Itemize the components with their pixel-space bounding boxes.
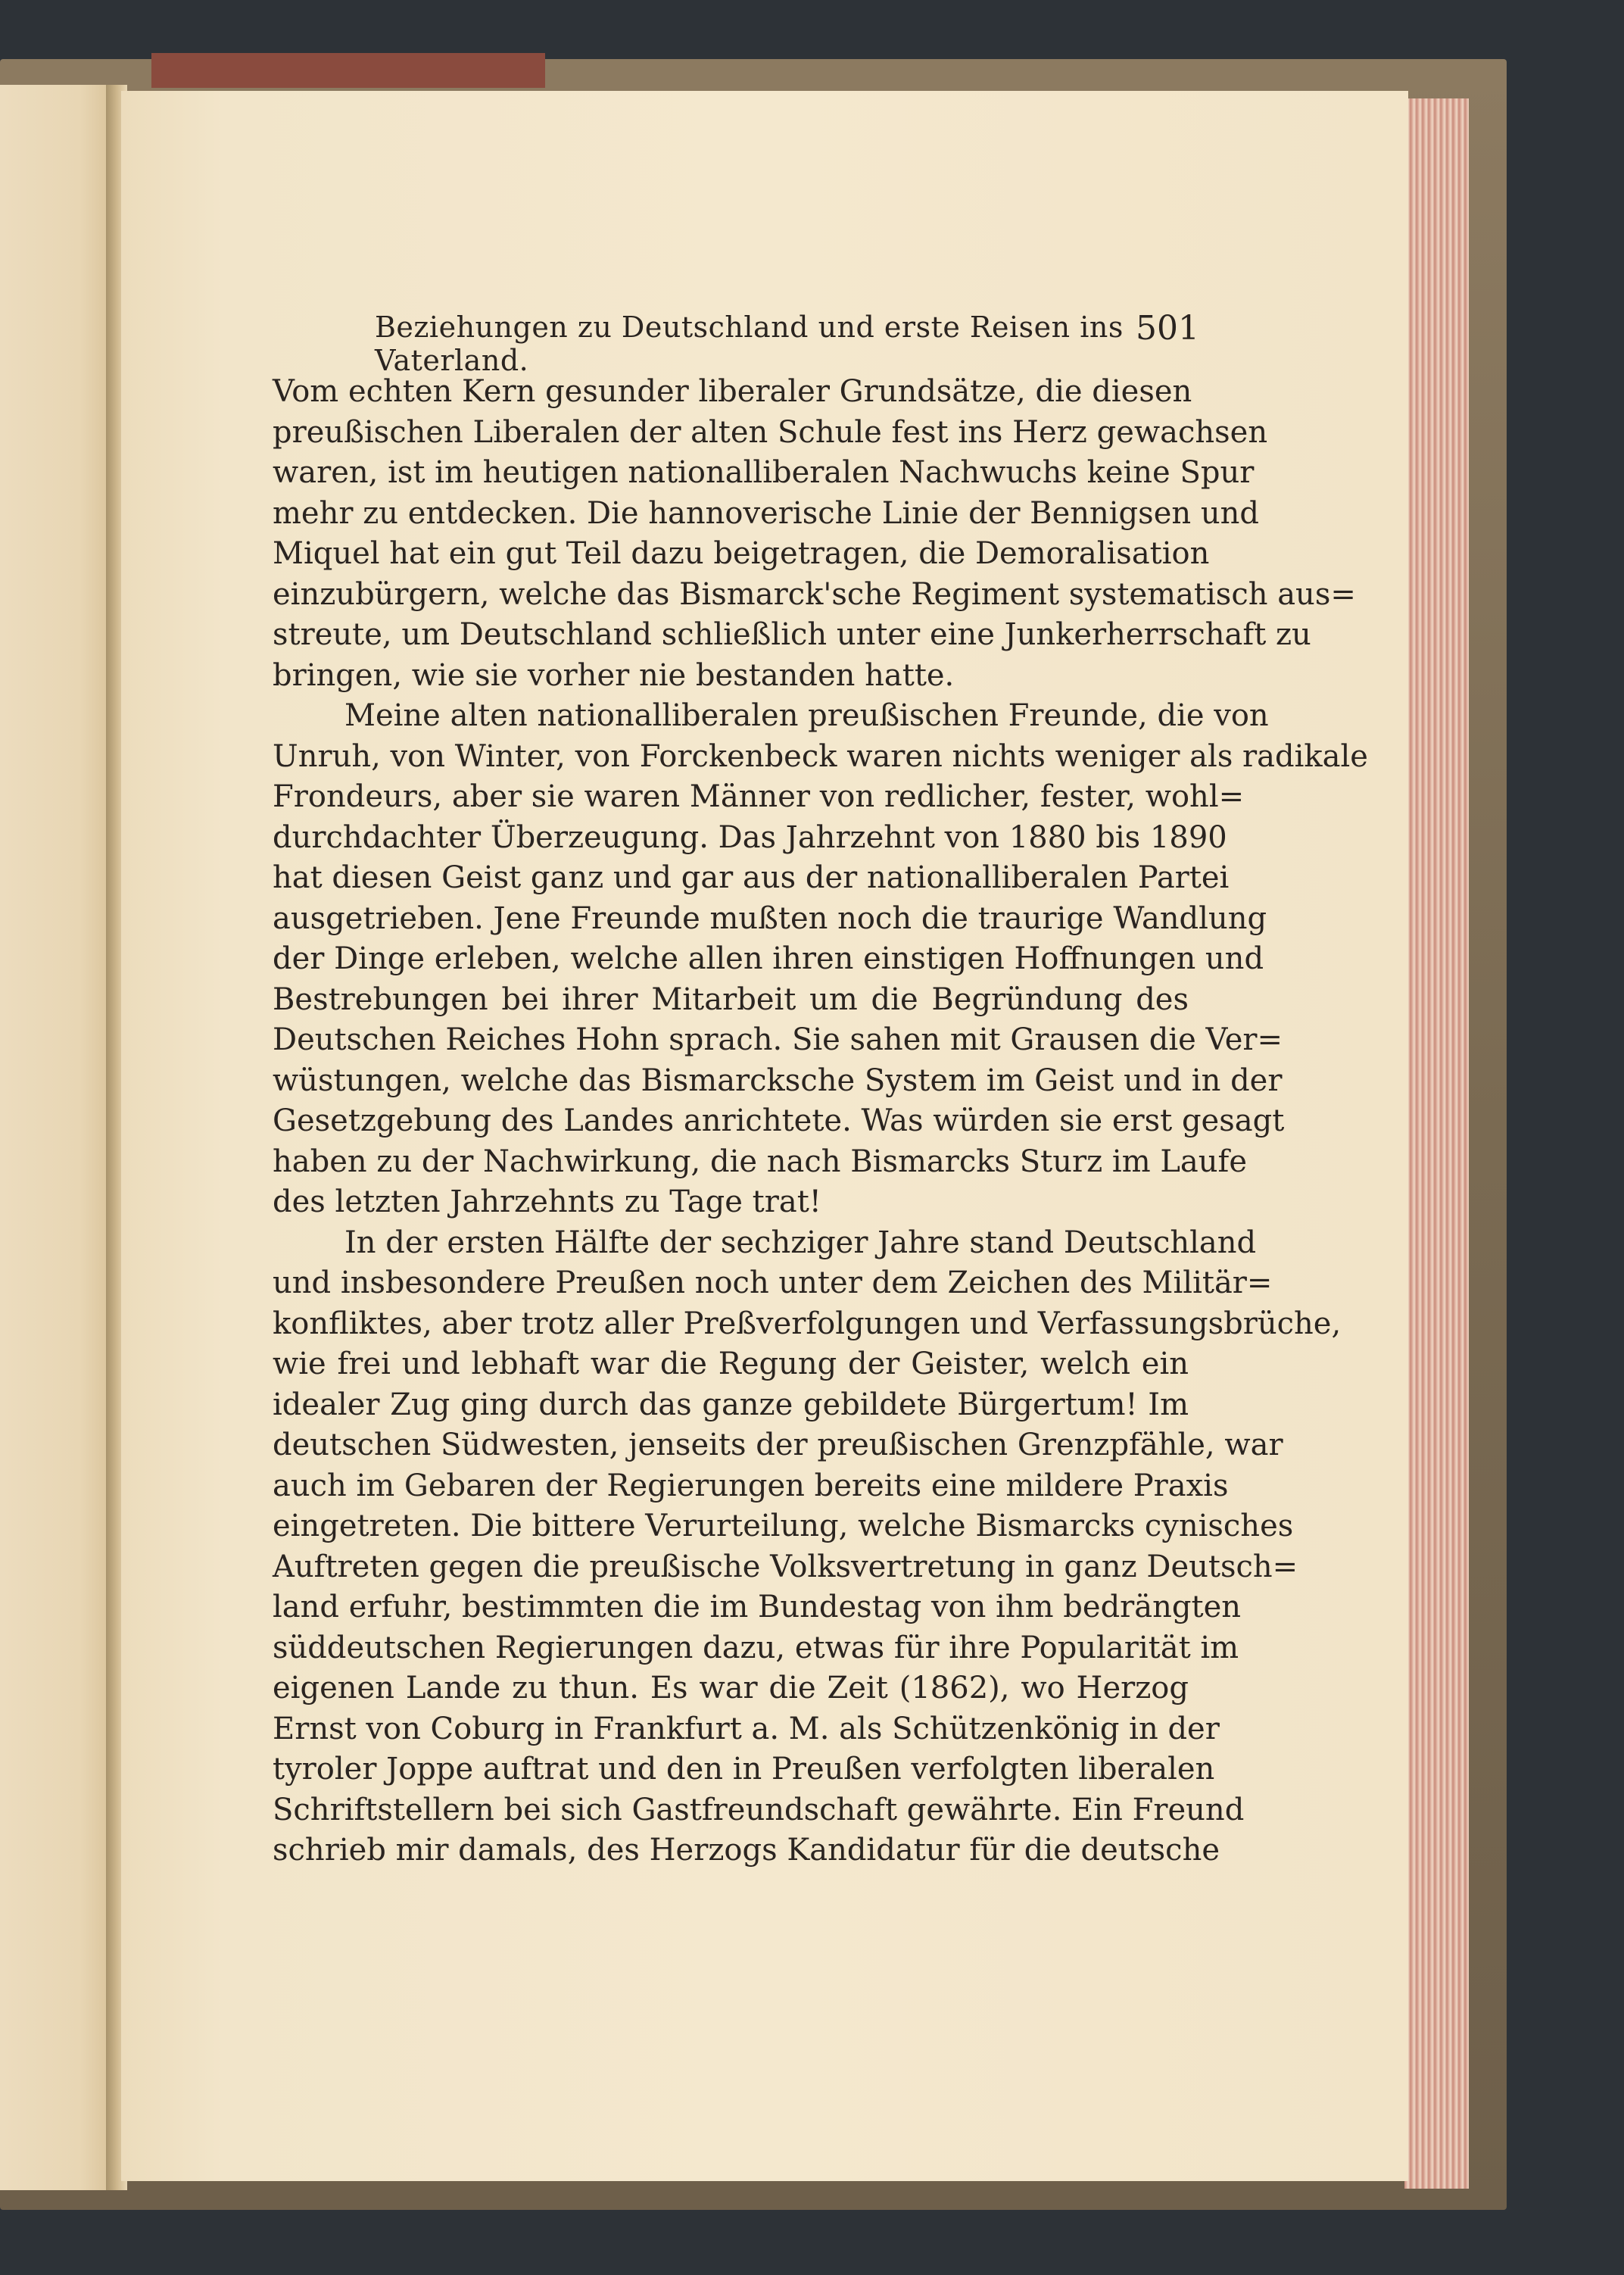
text-line: idealer Zug ging durch das ganze gebildete Bürgertum! Im xyxy=(273,1387,1189,1422)
text-line: wüstungen, welche das Bismarcksche System im Geist und in der xyxy=(273,1063,1283,1098)
page-edges xyxy=(1404,98,1469,2189)
text-line: der Dinge erleben, welche allen ihren einstigen Hoffnungen und xyxy=(273,941,1264,976)
text-line: eigenen Lande zu thun. Es war die Zeit (1862), wo Herzog xyxy=(273,1671,1189,1705)
text-line: wie frei und lebhaft war die Regung der Geister, welch ein xyxy=(273,1347,1189,1381)
text-line: streute, um Deutschland schließlich unter eine Junkerherrschaft zu xyxy=(273,617,1311,652)
body-text xyxy=(273,372,1368,1871)
text-line: waren, ist im heutigen nationalliberalen Nachwuchs keine Spur xyxy=(273,455,1255,490)
text-line: süddeutschen Regierungen dazu, etwas für ihre Popularität im xyxy=(273,1630,1239,1665)
text-line: ausgetrieben. Jene Freunde mußten noch die traurige Wandlung xyxy=(273,900,1267,936)
text-line: Unruh, von Winter, von Forckenbeck waren nichts weniger als radikale xyxy=(273,738,1368,774)
text-line: In der ersten Hälfte der sechziger Jahre stand Deutschland xyxy=(344,1225,1257,1260)
text-line: hat diesen Geist ganz und gar aus der nationalliberalen Partei xyxy=(273,860,1230,895)
cover-spine-band xyxy=(151,53,545,88)
text-line: Deutschen Reiches Hohn sprach. Sie sahen mit Grausen die Ver= xyxy=(273,1022,1283,1057)
text-line: schrieb mir damals, des Herzogs Kandidatur für die deutsche xyxy=(273,1833,1220,1868)
text-line: durchdachter Überzeugung. Das Jahrzehnt von 1880 bis 1890 xyxy=(273,819,1227,855)
text-line: einzubürgern, welche das Bismarck'sche Regiment systematisch aus= xyxy=(273,576,1356,612)
text-line: eingetreten. Die bittere Verurteilung, welche Bismarcks cynisches xyxy=(273,1509,1294,1543)
running-head: Beziehungen zu Deutschland und erste Reisen ins Vaterland. xyxy=(375,311,1124,377)
text-line: mehr zu entdecken. Die hannoverische Linie der Bennigsen und xyxy=(273,495,1259,531)
left-page xyxy=(0,85,114,2190)
text-line: Auftreten gegen die preußische Volksvertretung in ganz Deutsch= xyxy=(273,1549,1298,1584)
text-line: auch im Gebaren der Regierungen bereits eine mildere Praxis xyxy=(273,1468,1229,1503)
text-line: und insbesondere Preußen noch unter dem Zeichen des Militär= xyxy=(273,1265,1273,1300)
text-line: deutschen Südwesten, jenseits der preußischen Grenzpfähle, war xyxy=(273,1428,1283,1462)
text-line: Bestrebungen bei ihrer Mitarbeit um die Begründung des xyxy=(273,981,1189,1017)
text-line: bringen, wie sie vorher nie bestanden hatte. xyxy=(273,657,955,693)
text-line: Miquel hat ein gut Teil dazu beigetragen, die Demoralisation xyxy=(273,536,1210,571)
text-line: haben zu der Nachwirkung, die nach Bismarcks Sturz im Laufe xyxy=(273,1144,1247,1179)
page-number: 501 xyxy=(1136,309,1199,348)
text-line: des letzten Jahrzehnts zu Tage trat! xyxy=(273,1184,821,1219)
text-line: Ernst von Coburg in Frankfurt a. M. als Schützenkönig in der xyxy=(273,1711,1220,1746)
text-line: Vom echten Kern gesunder liberaler Grundsätze, die diesen xyxy=(273,374,1192,409)
text-line: Schriftstellern bei sich Gastfreundschaft gewährte. Ein Freund xyxy=(273,1792,1245,1827)
text-line: land erfuhr, bestimmten die im Bundestag von ihm bedrängten xyxy=(273,1590,1242,1624)
text-line: preußischen Liberalen der alten Schule fest ins Herz gewachsen xyxy=(273,414,1268,450)
text-line: tyroler Joppe auftrat und den in Preußen verfolgten liberalen xyxy=(273,1752,1215,1787)
text-line: Meine alten nationalliberalen preußischen Freunde, die von xyxy=(344,698,1269,733)
text-line: konfliktes, aber trotz aller Preßverfolgungen und Verfassungsbrüche, xyxy=(273,1306,1342,1341)
text-line: Frondeurs, aber sie waren Männer von redlicher, fester, wohl= xyxy=(273,779,1245,814)
text-line: Gesetzgebung des Landes anrichtete. Was würden sie erst gesagt xyxy=(273,1103,1285,1138)
